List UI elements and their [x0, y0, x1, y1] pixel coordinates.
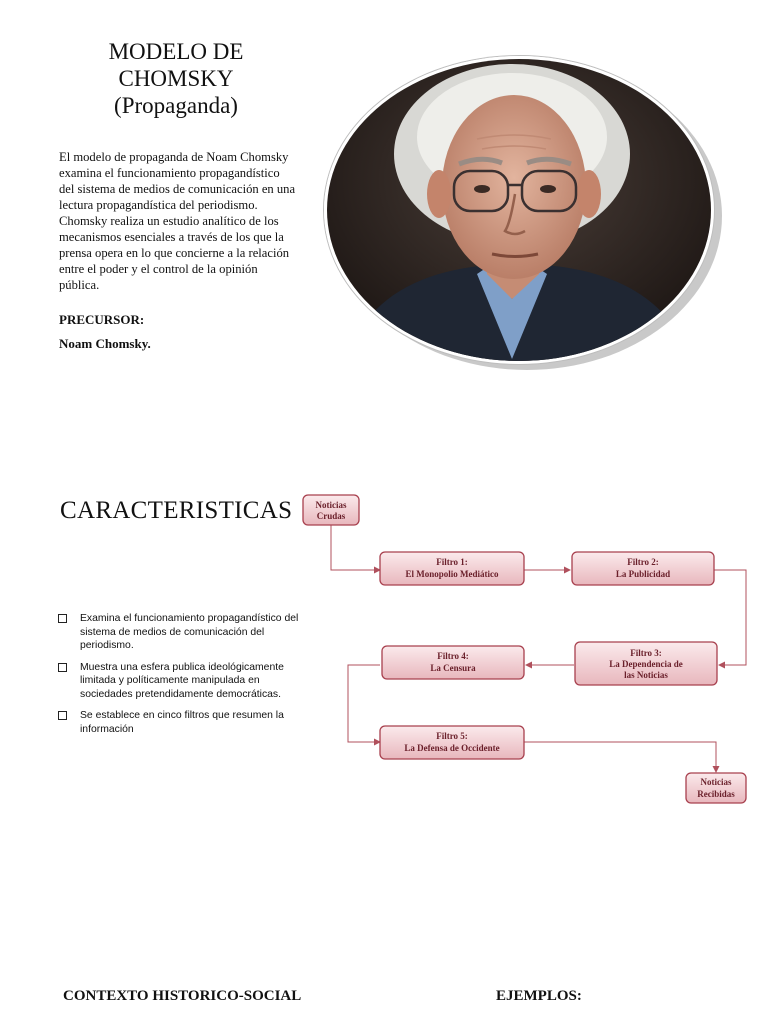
list-item-text: Muestra una esfera publica ideológicamente limitada y políticamente manipulada en sociedades pretendidamente democráticas. [80, 661, 284, 700]
node-line-1: Filtro 2: [627, 557, 659, 567]
title-line-2: CHOMSKY [118, 66, 234, 91]
precursor-label: PRECURSOR: [59, 312, 145, 327]
context-heading: CONTEXTO HISTORICO-SOCIAL [63, 988, 302, 1004]
arrow-filter5-to-end [524, 742, 716, 772]
node-line-2: Crudas [316, 511, 346, 521]
arrow-filter4-to-filter5 [348, 665, 380, 742]
node-line-3: las Noticias [624, 670, 668, 680]
checkbox-bullet-icon [58, 614, 67, 623]
checkbox-bullet-icon [58, 663, 67, 672]
list-item [58, 709, 300, 736]
node-filtro-4 [382, 646, 524, 679]
node-line-1: Filtro 5: [436, 731, 468, 741]
title-line-1: MODELO DE [108, 39, 244, 64]
node-filtro-2 [572, 552, 714, 585]
node-line-2: La Defensa de Occidente [404, 743, 500, 753]
precursor-name: Noam Chomsky. [59, 336, 151, 351]
node-line-1: Filtro 3: [630, 648, 662, 658]
node-filtro-5 [380, 726, 524, 759]
examples-heading: EJEMPLOS: [496, 988, 582, 1004]
node-line-1: Filtro 1: [436, 557, 468, 567]
filter-flow-diagram [300, 490, 760, 810]
arrow-filter2-to-filter3 [714, 570, 746, 665]
list-item [58, 612, 300, 653]
node-line-1: Noticias [315, 500, 347, 510]
list-item [58, 661, 300, 702]
intro-paragraph: El modelo de propaganda de Noam Chomsky examina el funcionamiento propagandístico del sistema de medios de comunicación en una lectura propagandística del periodismo. Chomsky realiza un estudio analítico de los mecanismos esenciales a través de los que la prensa opera en lo que concierne a la relación entre el poder y el control de la opinión pública. [59, 150, 296, 292]
document-title [60, 38, 292, 119]
node-filtro-3 [575, 642, 717, 685]
node-line-2: La Publicidad [615, 569, 671, 579]
node-line-1: Filtro 4: [437, 651, 469, 661]
title-line-3: (Propaganda) [114, 93, 238, 118]
node-line-2: El Monopolio Mediático [405, 569, 499, 579]
node-line-2: Recibidas [697, 789, 735, 799]
node-noticias-recibidas [686, 773, 746, 803]
list-item-text: Se establece en cinco filtros que resumen la información [80, 710, 284, 735]
portrait-illustration [327, 59, 711, 361]
list-item-text: Examina el funcionamiento propagandístico del sistema de medios de comunicación del periodismo. [80, 613, 299, 651]
node-line-2: La Dependencia de [609, 659, 683, 669]
arrow-start-to-filter1 [331, 525, 380, 570]
checkbox-bullet-icon [58, 711, 67, 720]
characteristics-heading: CARACTERISTICAS [60, 497, 293, 524]
node-line-1: Noticias [700, 777, 732, 787]
node-filtro-1 [380, 552, 524, 585]
characteristics-list [58, 612, 300, 744]
portrait-photo [324, 56, 714, 364]
node-line-2: La Censura [430, 663, 476, 673]
node-noticias-crudas [303, 495, 359, 525]
